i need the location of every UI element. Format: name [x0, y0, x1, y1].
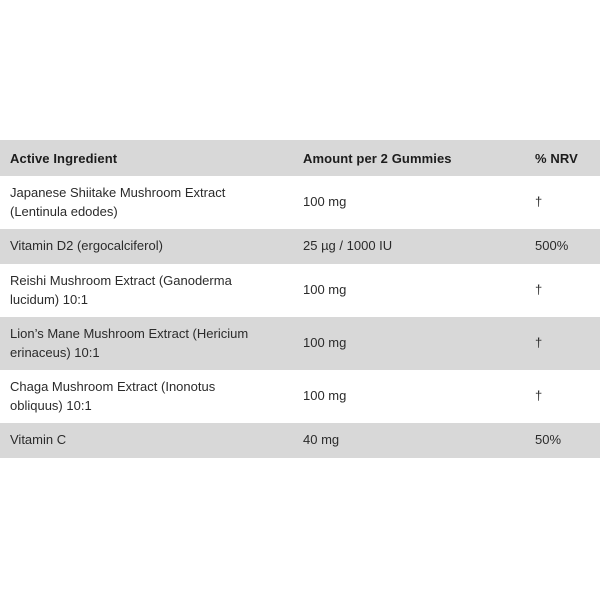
cell-amount: [303, 264, 535, 317]
cell-amount: [303, 423, 535, 458]
cell-nrv: [535, 317, 600, 370]
amount-value: 100 mg: [303, 335, 347, 351]
cell-nrv: [535, 229, 600, 264]
table-row: [0, 317, 600, 370]
cell-nrv: [535, 423, 600, 458]
cell-ingredient: [0, 317, 303, 370]
active-ingredients-table: [0, 140, 600, 458]
table-row: [0, 229, 600, 264]
cell-ingredient: [0, 264, 303, 317]
cell-ingredient: [0, 176, 303, 229]
cell-nrv: [535, 264, 600, 317]
ingredient-name-line-2: erinaceus) 10:1: [10, 344, 100, 360]
table-row: [0, 176, 600, 229]
table-header-row: [0, 140, 600, 176]
cell-ingredient: [0, 229, 303, 264]
ingredient-name-line-2: obliquus) 10:1: [10, 397, 92, 413]
ingredient-name-line-1: Japanese Shiitake Mushroom Extract: [10, 184, 226, 200]
ingredient-name-line-2: (Lentinula edodes): [10, 203, 118, 219]
amount-value: 100 mg: [303, 194, 347, 210]
amount-value: 100 mg: [303, 282, 347, 298]
nrv-value: †: [535, 282, 543, 298]
cell-amount: [303, 229, 535, 264]
ingredient-name-line-1: Lion’s Mane Mushroom Extract (Hericium: [10, 325, 249, 341]
cell-nrv: [535, 370, 600, 423]
nrv-value: †: [535, 335, 543, 351]
nrv-value: 500%: [535, 238, 569, 254]
ingredient-name-line-1: Reishi Mushroom Extract (Ganoderma: [10, 272, 232, 288]
cell-amount: [303, 370, 535, 423]
column-header-amount-per-2-gummies: Amount per 2 Gummies: [303, 140, 535, 176]
nrv-value: †: [535, 388, 543, 404]
nrv-value: †: [535, 194, 543, 210]
column-header-percent-nrv: % NRV: [535, 140, 600, 176]
table-row: [0, 370, 600, 423]
cell-nrv: [535, 176, 600, 229]
amount-value: 100 mg: [303, 388, 347, 404]
table-header: [0, 140, 600, 176]
cell-amount: [303, 176, 535, 229]
ingredient-name-line-1: Chaga Mushroom Extract (Inonotus: [10, 378, 216, 394]
column-header-active-ingredient: Active Ingredient: [0, 140, 303, 176]
amount-value: 25 µg / 1000 IU: [303, 238, 393, 254]
cell-ingredient: [0, 370, 303, 423]
table-body: [0, 176, 600, 458]
amount-value: 40 mg: [303, 432, 340, 448]
ingredient-name-line-2: lucidum) 10:1: [10, 291, 89, 307]
cell-ingredient: [0, 423, 303, 458]
cell-amount: [303, 317, 535, 370]
ingredient-name-line-1: Vitamin D2 (ergocalciferol): [10, 238, 163, 254]
table-row: [0, 423, 600, 458]
table-row: [0, 264, 600, 317]
ingredient-name-line-1: Vitamin C: [10, 432, 67, 448]
nrv-value: 50%: [535, 432, 562, 448]
